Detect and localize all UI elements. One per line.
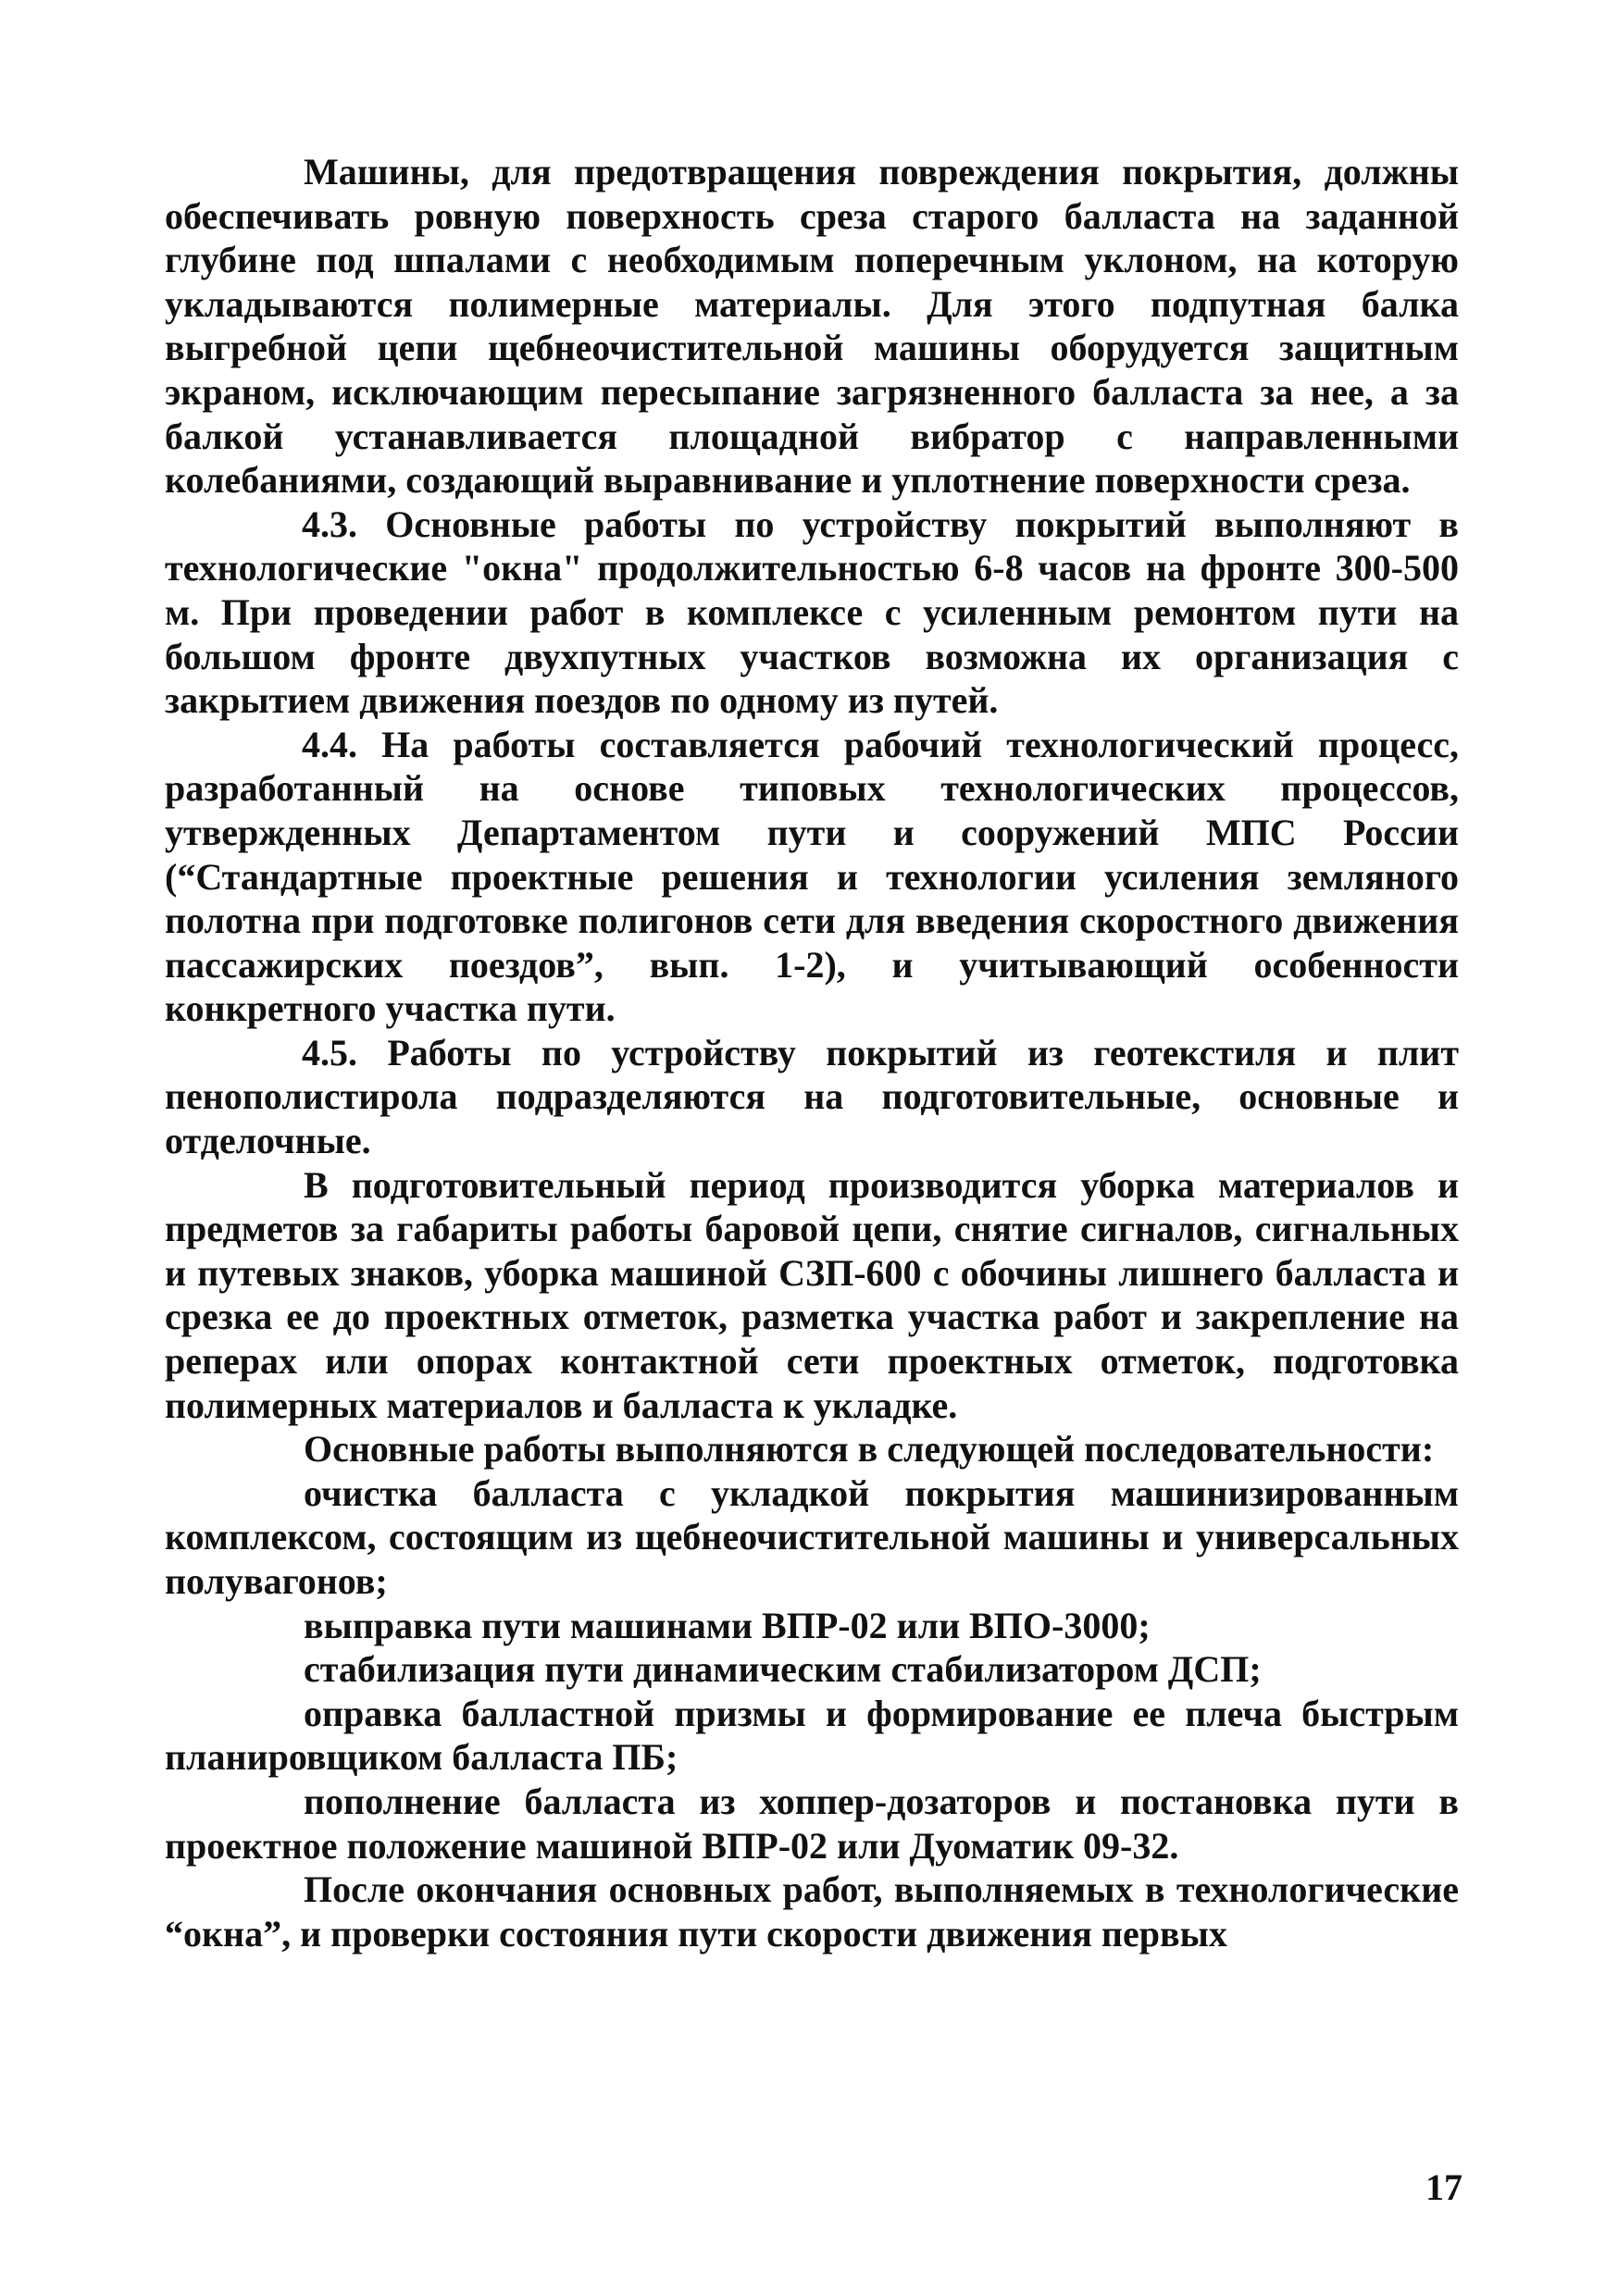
paragraph-4-4: 4.4. На работы составляется рабочий технологический процесс, разработанный на основе типовых технологических процессов, утвержденных Департаментом пути и сооружений МПС России (“Стандартные проектные решения и технологии усиления земляного полотна при подготовке полигонов сети для введения скоростного движения пассажирских поездов”, вып. 1-2), и учитывающий особенности конкретного участка пути. [165,723,1459,1030]
list-item-ballast-replenishment: пополнение балласта из хоппер-дозаторов и постановка пути в проектное положение машиной ВПР-02 или Дуоматик 09-32. [165,1780,1459,1867]
paragraph-machines-requirements: Машины, для предотвращения повреждения покрытия, должны обеспечивать ровную поверхность среза старого балласта на заданной глубине под шпалами с необходимым поперечным уклоном, на которую укладываются полимерные материалы. Для этого подпутная балка выгребной цепи щебнеочистительной машины оборудуется защитным экраном, исключающим пересыпание загрязненного балласта за нее, а за балкой устанавливается площадной вибратор с направленными колебаниями, создающий выравнивание и уплотнение поверхности среза. [165,151,1459,502]
paragraph-preparatory-period: В подготовительный период производится уборка материалов и предметов за габариты работы баровой цепи, снятие сигналов, сигнальных и путевых знаков, уборка машиной СЗП-600 с обочины лишнего балласта и срезка ее до проектных отметок, разметка участка работ и закрепление на реперах или опорах контактной сети проектных отметок, подготовка полимерных материалов и балласта к укладке. [165,1163,1459,1426]
paragraph-after-main-works: После окончания основных работ, выполняемых в технологические “окна”, и проверки состояния пути скорости движения первых [165,1868,1459,1955]
body-text [165,150,1459,1955]
paragraph-4-5: 4.5. Работы по устройству покрытий из геотекстиля и плит пенополистирола подразделяются на подготовительные, основные и отделочные. [165,1031,1459,1162]
list-item-track-lining: выправка пути машинами ВПР-02 или ВПО-3000; [304,1604,1151,1646]
page-number: 17 [1425,2166,1462,2208]
list-item-ballast-prism: оправка балластной призмы и формирование ее плеча быстрым планировщиком балласта ПБ; [165,1692,1459,1779]
paragraph-4-3: 4.3. Основные работы по устройству покрытий выполняют в технологические "окна" продолжительностью 6-8 часов на фронте 300-500 м. При проведении работ в комплексе с усиленным ремонтом пути на большом фронте двухпутных участков возможна их организация с закрытием движения поездов по одному из путей. [165,503,1459,722]
list-item-track-stabilization: стабилизация пути динамическим стабилизатором ДСП; [304,1648,1262,1691]
paragraph-main-works-intro: Основные работы выполняются в следующей последовательности: [304,1428,1435,1471]
list-item-ballast-cleaning: очистка балласта с укладкой покрытия машинизированным комплексом, состоящим из щебнеочистительной машины и универсальных полувагонов; [165,1471,1459,1602]
